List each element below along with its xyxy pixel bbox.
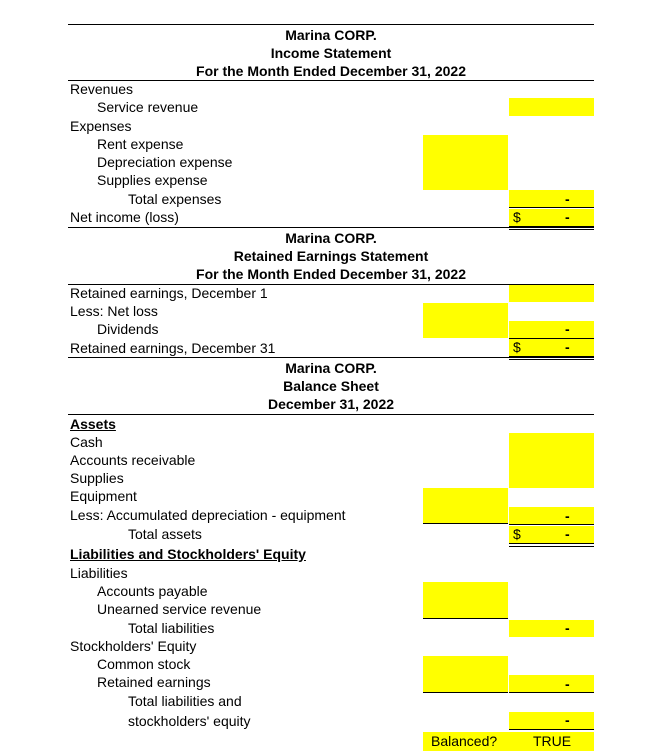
balanced-value: TRUE [533,733,572,749]
total-assets-label: Total assets [128,526,202,542]
expense-inputs[interactable] [423,135,508,190]
total-le-value: - [565,712,570,728]
underline [423,523,508,524]
underline [509,692,594,693]
company-name: Marina CORP. [285,27,377,43]
depreciation-expense-label: Depreciation expense [97,154,233,170]
double-underline-1 [509,543,594,544]
net-income-cell[interactable] [509,209,594,226]
total-liabilities-label: Total liabilities [128,620,215,636]
underline [423,618,508,619]
total-equity-value: - [565,676,570,692]
stockholders-equity-label: Stockholders' Equity [70,638,197,654]
divider [68,80,594,81]
net-income-currency: $ [513,209,521,225]
underline [509,524,594,525]
accounts-receivable-label: Accounts receivable [70,452,196,468]
balance-date: December 31, 2022 [267,396,395,412]
total-assets-value: - [565,526,570,542]
total-assets-cell[interactable] [509,526,594,543]
company-name: Marina CORP. [285,230,377,246]
balance-sheet-title: Balance Sheet [283,378,379,394]
rent-expense-label: Rent expense [97,136,184,152]
re-ending-currency: $ [513,339,521,355]
liab-equity-heading: Liabilities and Stockholders' Equity [70,546,306,562]
supplies-expense-label: Supplies expense [97,172,208,188]
assets-heading: Assets [70,416,116,432]
total-le-label-line2: stockholders' equity [128,713,251,729]
supplies-label: Supplies [70,470,124,486]
common-stock-label: Common stock [97,656,191,672]
income-period: For the Month Ended December 31, 2022 [196,63,466,79]
re-beginning-label: Retained earnings, December 1 [70,285,268,301]
net-income-value: - [565,209,570,225]
liabilities-label: Liabilities [70,565,128,581]
net-income-label: Net income (loss) [70,209,179,225]
equity-inputs[interactable] [423,656,508,692]
underline [509,207,594,208]
total-assets-currency: $ [513,526,521,542]
total-expenses-value: - [565,191,570,207]
double-underline-2 [509,546,594,547]
accounts-payable-label: Accounts payable [97,583,208,599]
total-le-cell[interactable] [509,712,594,729]
net-loss-input[interactable] [423,303,508,338]
dividends-label: Dividends [97,321,159,337]
total-expenses-label: Total expenses [128,191,222,207]
re-beginning-input[interactable] [509,285,594,302]
total-liabilities-value: - [565,620,570,636]
revenues-label: Revenues [70,81,134,97]
dividends-value: - [565,321,570,337]
underline [423,692,508,693]
accum-dep-label: Less: Accumulated depreciation - equipment [70,507,346,523]
retained-period: For the Month Ended December 31, 2022 [196,266,466,282]
total-expenses-cell[interactable] [509,190,594,208]
total-le-label-line1: Total liabilities and [128,693,242,709]
liabilities-inputs[interactable] [423,582,508,618]
company-name: Marina CORP. [285,360,377,376]
total-liabilities-cell[interactable] [509,620,594,637]
section-divider [68,227,594,228]
unearned-revenue-label: Unearned service revenue [97,601,262,617]
service-revenue-input[interactable] [509,98,594,116]
less-net-loss-label: Less: Net loss [70,303,158,319]
divider [68,414,594,415]
income-statement-title: Income Statement [270,45,392,61]
current-assets-inputs[interactable] [509,433,594,488]
equipment-label: Equipment [70,488,137,504]
equipment-inputs[interactable] [423,488,508,523]
section-divider [68,357,594,358]
re-ending-label: Retained earnings, December 31 [70,340,276,356]
re-ending-cell[interactable] [509,339,594,356]
total-equity-cell[interactable] [509,675,594,692]
cash-label: Cash [70,434,103,450]
retained-earnings-title: Retained Earnings Statement [233,248,429,264]
service-revenue-label: Service revenue [97,99,199,115]
retained-earnings-label: Retained earnings [97,674,211,690]
expenses-label: Expenses [70,118,132,134]
double-underline-1 [509,729,594,730]
re-ending-value: - [565,339,570,355]
net-equipment-cell[interactable] [509,507,594,524]
net-equipment-value: - [565,508,570,524]
top-border [68,24,594,25]
dividends-cell[interactable] [509,321,594,338]
balanced-label: Balanced? [431,733,498,749]
